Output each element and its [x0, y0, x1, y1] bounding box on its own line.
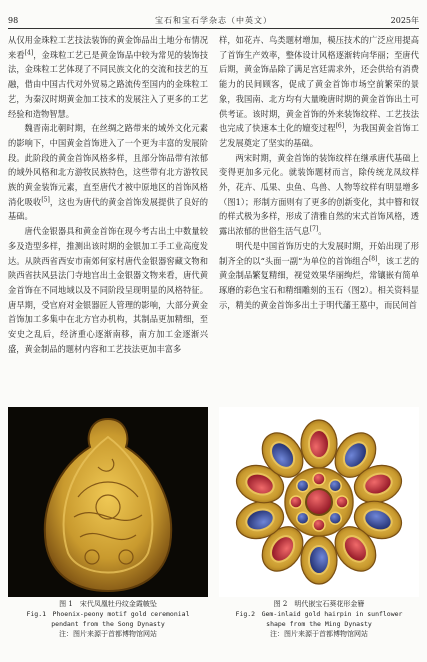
left-text-column — [8, 33, 208, 356]
figure-2-image — [219, 407, 419, 597]
running-header — [8, 14, 419, 29]
figure-1 — [8, 407, 208, 639]
right-text-column — [219, 33, 419, 312]
inner-gem — [336, 496, 348, 508]
gem-hairpin-photo — [219, 407, 419, 597]
citation: [8] — [368, 254, 378, 262]
citation: [5] — [41, 195, 50, 203]
paragraph: 魏晋南北朝时期，在丝绸之路带来的域外文化元素的影响下，中国黄金首饰进入了一个更为丰富的发展阶段。此阶段的黄金首饰风格多样，且部分饰品带有浓郁的域外风格和北方游牧民族特色，这些带有北方游牧民族的黄金装饰元素，直至唐代才被中原地区的首饰风格消化吸收[5]，这也为唐代的黄金首饰发展提供了良好的基础。 — [8, 123, 209, 222]
inner-gem — [329, 512, 341, 524]
inner-gem — [290, 496, 302, 508]
paragraph: 两宋时期，黄金首饰的装饰纹样在继承唐代基础上变得更加多元化。就装饰题材而言，除传统龙凤纹样外，花卉、瓜果、虫鱼、鸟兽、人物等纹样有明显增多（图1）；形制方面则有了更多的创新变化，其中簪和钗的样式极为多样，形成了清雅自然的宋式首饰风格，透露出浓郁的世俗生活气息[7]。 — [219, 152, 419, 237]
ruby-gem — [309, 430, 329, 458]
inner-gem — [313, 473, 325, 485]
figure-2-caption: 图 2 明代嵌宝石葵花形金簪 Fig.2 Gem-inlaid gold hairpin in sunflower shape from the Ming Dynasty 注：图片来源于首都博物馆网站 — [235, 600, 403, 638]
paragraph: 从仅用金珠粒工艺技法装饰的黄金饰品出土地分布情况来看[4]，金珠粒工艺已是黄金饰品中较为常见的装饰技法，金珠粒工艺体现了不同民族文化的交流和技艺的互融，借由中国古代对外贸易之路流传至国内的金珠粒工艺，为秦汉时期黄金加工技术的发展注入了更多的工艺经验和造物智慧。 — [8, 35, 209, 119]
inner-gem — [297, 512, 309, 524]
publication-year: 2025年 — [390, 16, 419, 25]
inner-gem — [313, 519, 325, 531]
paragraph: 唐代金银器具和黄金首饰在现今考古出土中数量较多及造型多样，推测出该时期的金银加工手工业高度发达。从陕西省西安市南郊何家村唐代金银器窖藏文物和陕西省扶风县法门寺地宫出土金银器文物来看，唐代黄金首饰在不同地域以及不同阶段呈现明显的风格特征。唐早期，受官府对金银器匠人管理的影响，大部分黄金首饰加工多集中在北方官办机构，其制品更加精细，至安史之乱后，经济重心逐渐南移，南方加工金逐渐兴盛，黄金制品的题材内容和工艺技法更加丰富多 — [8, 226, 208, 354]
paragraph: 样，如花卉、鸟类题材增加，模压技术的广泛应用提高了首饰生产效率，整体设计风格逐渐转向华丽；至唐代后期，黄金饰品除了满足宫廷需求外，还会供给有消费能力的民间顾客，促成了黄金首饰市场空前繁荣的景象，我国南、北方均有大量晚唐时期的黄金首饰出土可供考证。该时期，黄金首饰的外来装饰纹样、工艺技法也完成了快速本土化的嬗变过程[6]，为我国黄金首饰工艺发展奠定了坚实的基础。 — [219, 35, 420, 148]
citation: [6] — [335, 122, 345, 130]
figure-2 — [219, 407, 419, 639]
inner-gem — [329, 480, 341, 492]
paragraph: 明代是中国首饰历史的大发展时期，开始出现了形制齐全的以“头面一副”为单位的首饰组合[8]，该工艺的黄金制品繁复精细，视觉效果华丽绚烂，常镶嵌有简单琢磨的彩色宝石和精细雕刻的玉石（图2）。相关资料显示，精美的黄金首饰多出土于明代藩王墓中，而民间首 — [219, 240, 420, 310]
citation: [7] — [309, 225, 319, 233]
petal — [301, 420, 337, 468]
citation: [4] — [24, 48, 34, 56]
gold-pendant-photo — [8, 407, 208, 597]
journal-title: 宝石和宝石学杂志（中英文） — [155, 16, 272, 25]
sapphire-gem — [309, 546, 329, 574]
inner-gem — [297, 480, 309, 492]
page-number: 98 — [8, 16, 19, 25]
figure-1-image — [8, 407, 208, 597]
petal — [301, 536, 337, 584]
figure-1-caption: 图 1 宋代凤凰牡丹纹金霞帔坠 Fig.1 Phoenix-peony motif gold ceremonial pendant from the Song Dynasty 注：图片来源于首都博物馆网站 — [26, 600, 190, 638]
